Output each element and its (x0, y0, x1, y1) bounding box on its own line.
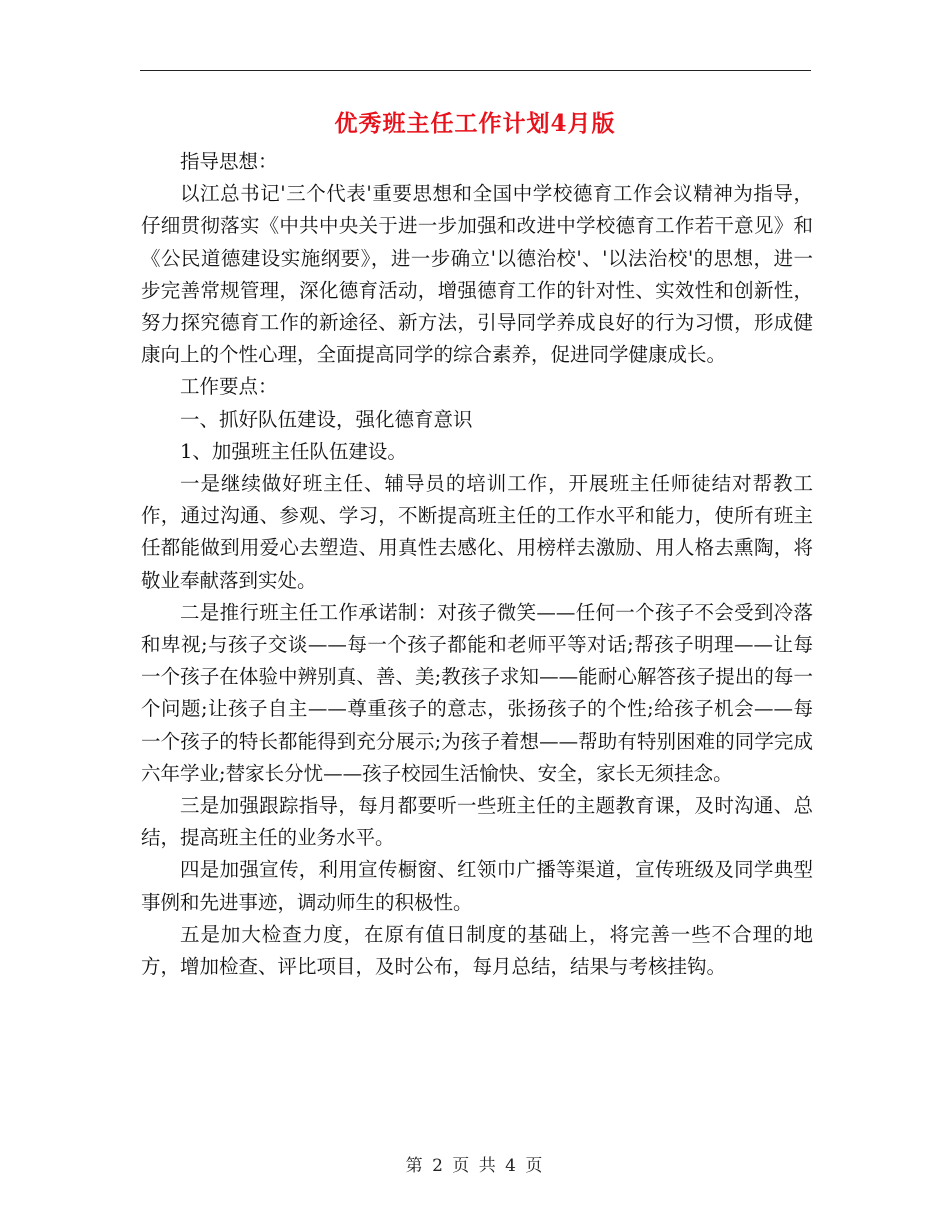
page-number: 第 2 页 共 4 页 (405, 1156, 545, 1176)
paragraph-point-one: 一是继续做好班主任、辅导员的培训工作，开展班主任师徒结对帮教工作，通过沟通、参观、学习，不断提高班主任的工作水平和能力，使所有班主任都能做到用爱心去塑造、用真性去感化、用榜样去激励、用人格去熏陶，将敬业奉献落到实处。 (141, 472, 813, 592)
paragraph-section-one-heading: 一、抓好队伍建设，强化德育意识 (180, 407, 473, 431)
header-rule (140, 70, 811, 71)
paragraph-item-one-heading: 1、加强班主任队伍建设。 (180, 439, 407, 463)
paragraph-point-three: 三是加强跟踪指导，每月都要听一些班主任的主题教育课，及时沟通、总结，提高班主任的业务水平。 (141, 794, 813, 850)
paragraph-work-points-heading: 工作要点： (180, 375, 278, 399)
paragraph-point-four: 四是加强宣传，利用宣传橱窗、红领巾广播等渠道，宣传班级及同学典型事例和先进事迹，调动师生的积极性。 (141, 858, 813, 914)
paragraph-guiding-heading: 指导思想： (180, 150, 278, 173)
paragraph-guiding-thought: 以江总书记'三个代表'重要思想和全国中学校德育工作会议精神为指导，仔细贯彻落实《中共中央关于进一步加强和改进中学校德育工作若干意见》和《公民道德建设实施纲要》，进一步确立'以德治校'、'以法治校'的思想，进一步完善常规管理，深化德育活动，增强德育工作的针对性、实效性和创新性，努力探究德育工作的新途径、新方法，引导同学养成良好的行为习惯，形成健康向上的个性心理，全面提高同学的综合素养，促进同学健康成长。 (141, 182, 813, 367)
document-title: 优秀班主任工作计划4月版 (334, 110, 616, 137)
document-body (141, 146, 813, 983)
paragraph-point-five: 五是加大检查力度，在原有值日制度的基础上，将完善一些不合理的地方，增加检查、评比项目，及时公布，每月总结，结果与考核挂钩。 (141, 922, 813, 979)
paragraph-point-two: 二是推行班主任工作承诺制：对孩子微笑——任何一个孩子不会受到冷落和卑视;与孩子交谈——每一个孩子都能和老师平等对话;帮孩子明理——让每一个孩子在体验中辨别真、善、美;教孩子求知——能耐心解答孩子提出的每一个问题;让孩子自主——尊重孩子的意志，张扬孩子的个性;给孩子机会——每一个孩子的特长都能得到充分展示;为孩子着想——帮助有特别困难的同学完成六年学业;替家长分忧——孩子校园生活愉快、安全，家长无须挂念。 (141, 600, 813, 785)
